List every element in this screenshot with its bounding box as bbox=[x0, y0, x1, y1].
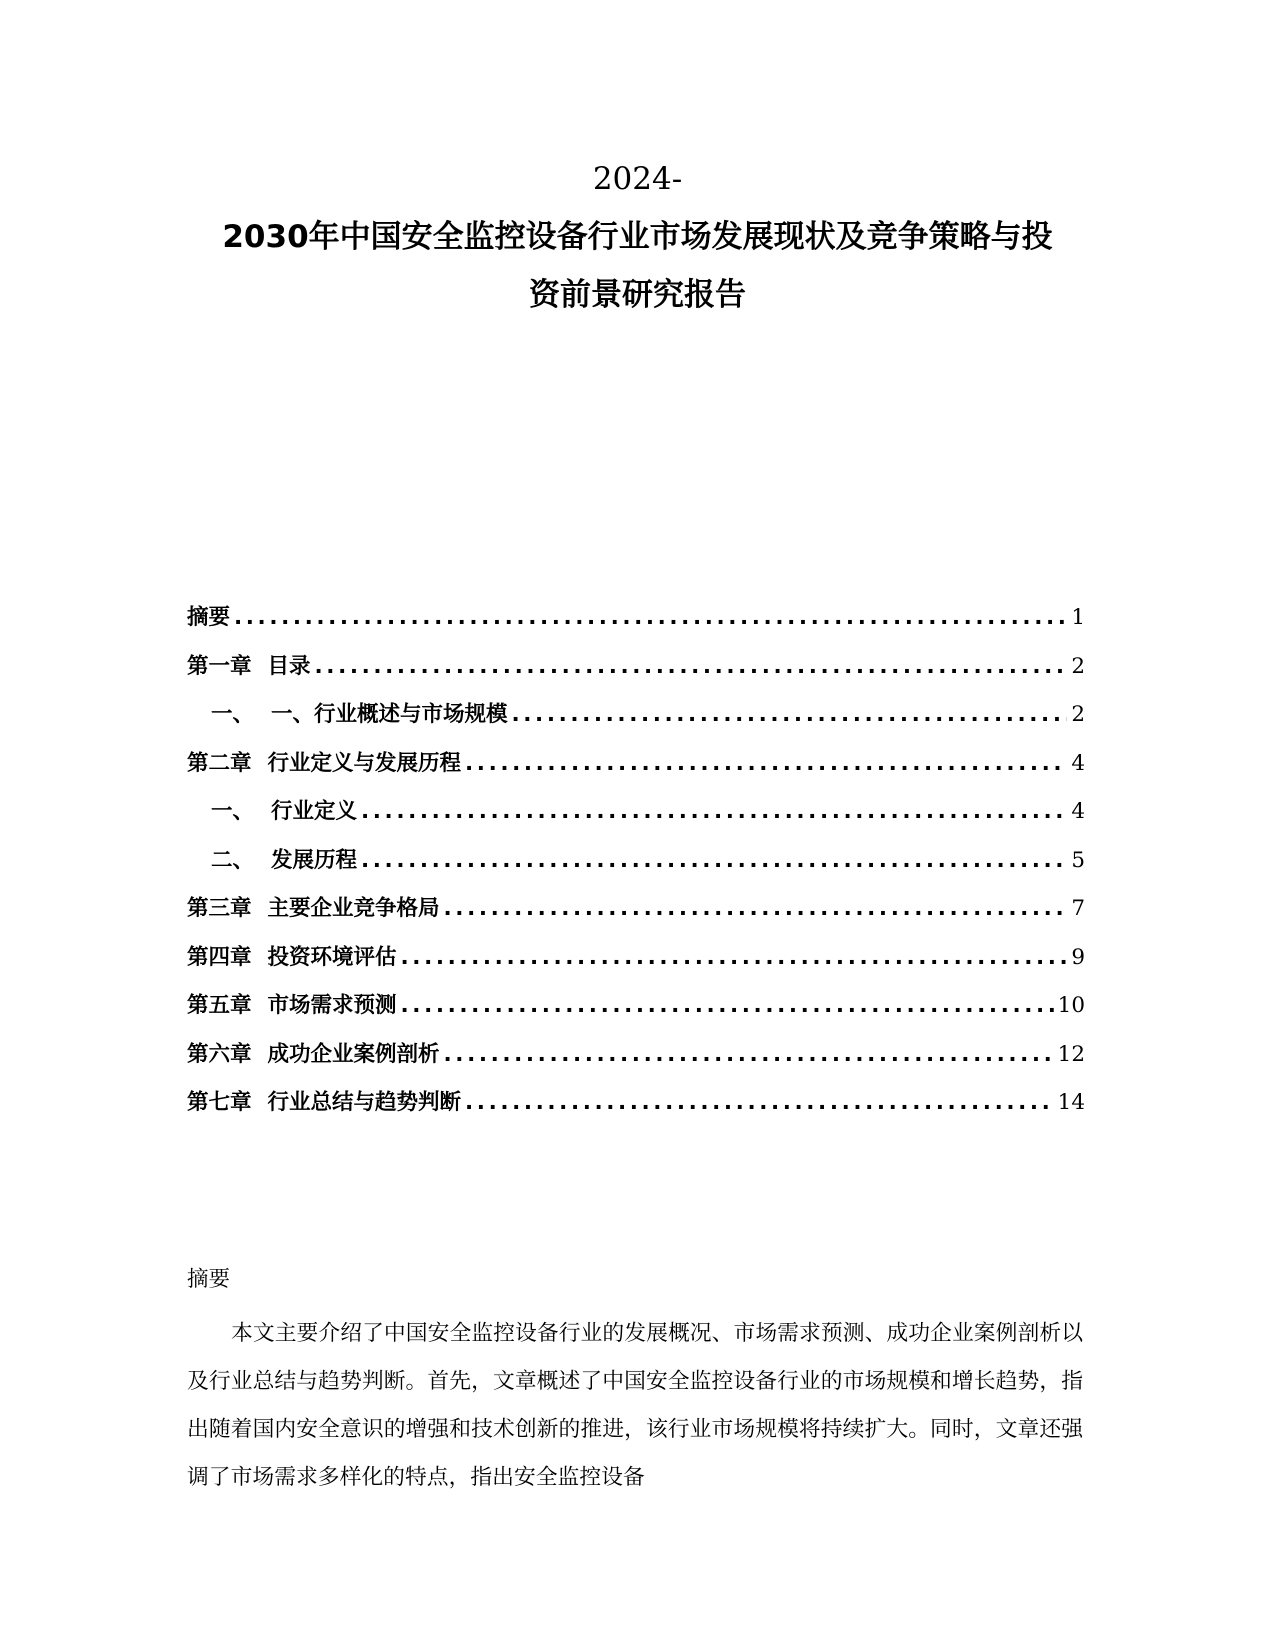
toc-entry-prefix: 第四章 bbox=[187, 944, 252, 970]
toc-dot-leader bbox=[315, 654, 1068, 679]
toc-dot-leader bbox=[361, 848, 1067, 873]
toc-entry-text: 行业总结与趋势判断 bbox=[267, 1090, 462, 1115]
toc-dot-leader bbox=[465, 751, 1067, 776]
toc-entry[interactable] bbox=[187, 1085, 1085, 1134]
document-title bbox=[0, 150, 1275, 324]
toc-entry-prefix: 第二章 bbox=[187, 750, 252, 776]
toc-page-number: 9 bbox=[1071, 944, 1085, 970]
toc-page-number: 7 bbox=[1071, 896, 1085, 921]
abstract-heading: 摘要 bbox=[187, 1267, 231, 1292]
toc-entry-prefix: 二、 bbox=[211, 847, 255, 873]
toc-page-number: 5 bbox=[1071, 847, 1085, 873]
toc-page-number: 4 bbox=[1071, 799, 1085, 824]
table-of-contents bbox=[187, 600, 1085, 1134]
toc-entry-text: 目录 bbox=[267, 653, 311, 679]
toc-entry-text: 成功企业案例剖析 bbox=[267, 1041, 440, 1067]
toc-entry-prefix: 第五章 bbox=[187, 993, 252, 1018]
toc-entry-label bbox=[187, 649, 311, 680]
title-line-3: 资前景研究报告 bbox=[529, 277, 746, 313]
toc-page-number: 2 bbox=[1071, 702, 1085, 727]
toc-dot-leader bbox=[401, 945, 1068, 970]
toc-entry-text: 摘要 bbox=[187, 605, 231, 630]
toc-page-number: 10 bbox=[1057, 993, 1085, 1018]
title-line-1: 2024- bbox=[592, 161, 683, 197]
toc-entry-prefix: 第六章 bbox=[187, 1041, 252, 1067]
toc-entry-text: 主要企业竞争格局 bbox=[267, 896, 440, 921]
toc-entry-label bbox=[187, 1037, 440, 1068]
abstract-body: 本文主要介绍了中国安全监控设备行业的发展概况、市场需求预测、成功企业案例剖析以及行业总结与趋势判断。首先，文章概述了中国安全监控设备行业的市场规模和增长趋势，指出随着国内安全意识的增强和技术创新的推进，该行业市场规模将持续扩大。同时，文章还强调了市场需求多样化的特点，指出安全监控设备 bbox=[187, 1321, 1083, 1490]
toc-entry[interactable] bbox=[187, 746, 1085, 795]
toc-entry-label bbox=[187, 988, 397, 1019]
toc-entry-text: 市场需求预测 bbox=[267, 993, 397, 1018]
toc-entry[interactable] bbox=[187, 843, 1085, 892]
toc-dot-leader bbox=[361, 799, 1067, 824]
title-line-2: 2030年中国安全监控设备行业市场发展现状及竞争策略与投 bbox=[222, 219, 1053, 255]
toc-entry[interactable] bbox=[187, 697, 1085, 746]
toc-entry[interactable] bbox=[187, 649, 1085, 698]
toc-entry-label bbox=[211, 697, 508, 728]
toc-entry-prefix: 第三章 bbox=[187, 896, 252, 921]
toc-dot-leader bbox=[234, 605, 1067, 630]
toc-entry-prefix: 第七章 bbox=[187, 1090, 252, 1115]
toc-entry[interactable] bbox=[187, 600, 1085, 649]
toc-entry[interactable] bbox=[187, 1037, 1085, 1086]
toc-dot-leader bbox=[401, 993, 1054, 1018]
toc-dot-leader bbox=[444, 1042, 1054, 1067]
toc-entry-label bbox=[211, 794, 357, 825]
toc-page-number: 4 bbox=[1071, 750, 1085, 776]
toc-entry-label bbox=[187, 891, 440, 922]
toc-entry-label bbox=[187, 1085, 461, 1116]
toc-entry-text: 发展历程 bbox=[271, 847, 358, 873]
toc-entry[interactable] bbox=[187, 940, 1085, 989]
toc-entry-prefix: 第一章 bbox=[187, 653, 252, 679]
toc-page-number: 1 bbox=[1071, 605, 1085, 630]
toc-dot-leader bbox=[444, 896, 1068, 921]
toc-entry[interactable] bbox=[187, 891, 1085, 940]
toc-dot-leader bbox=[465, 1090, 1054, 1115]
toc-entry-label bbox=[187, 940, 397, 971]
toc-entry-label bbox=[211, 843, 357, 874]
toc-page-number: 2 bbox=[1071, 653, 1085, 679]
toc-entry-text: 行业定义 bbox=[271, 799, 358, 824]
toc-entry-text: 一、行业概述与市场规模 bbox=[271, 702, 508, 727]
toc-page-number: 14 bbox=[1057, 1090, 1085, 1115]
toc-entry[interactable] bbox=[187, 794, 1085, 843]
toc-entry-label bbox=[187, 746, 461, 777]
toc-entry-prefix: 一、 bbox=[211, 702, 255, 727]
toc-entry-text: 投资环境评估 bbox=[267, 944, 397, 970]
toc-entry-label bbox=[187, 600, 230, 631]
toc-entry-prefix: 一、 bbox=[211, 799, 255, 824]
toc-entry-text: 行业定义与发展历程 bbox=[267, 750, 462, 776]
toc-entry[interactable] bbox=[187, 988, 1085, 1037]
toc-dot-leader bbox=[512, 702, 1068, 727]
toc-page-number: 12 bbox=[1057, 1041, 1085, 1067]
